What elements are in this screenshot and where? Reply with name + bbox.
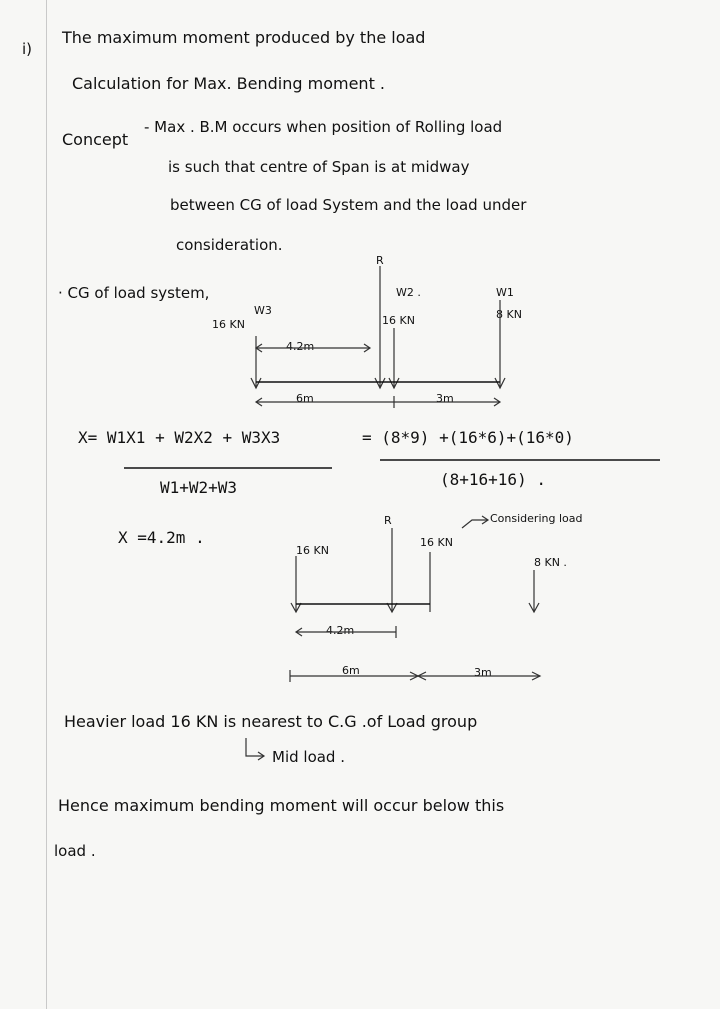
formula-denominator: W1+W2+W3: [160, 478, 238, 497]
conclusion-line-4: load .: [54, 842, 96, 860]
d2-r-label: R: [384, 514, 392, 527]
d2-mid-load: 16 KN: [420, 536, 453, 549]
conclusion-line-3: Hence maximum bending moment will occur below this: [58, 796, 505, 815]
d2-right-load: 8 KN .: [534, 556, 567, 569]
d1-r-label: R: [376, 254, 384, 267]
concept-line-3: between CG of load System and the load under: [170, 196, 527, 214]
formula-result: X =4.2m .: [118, 528, 205, 547]
formula-numerator: X= W1X1 + W2X2 + W3X3: [78, 428, 281, 447]
concept-label: Concept: [62, 130, 129, 149]
d1-dim-right: 3m: [436, 392, 454, 405]
calculation-heading: Calculation for Max. Bending moment .: [72, 74, 386, 93]
d1-dim-cg: 4.2m: [286, 340, 315, 353]
concept-line-1: - Max . B.M occurs when position of Rolling load: [144, 118, 503, 136]
d2-note: Considering load: [490, 512, 583, 525]
d2-dim-left: 6m: [342, 664, 360, 677]
d2-left-load: 16 KN: [296, 544, 329, 557]
d1-w2-label: W2 .: [396, 286, 421, 299]
formula-rhs-denominator: (8+16+16) .: [440, 470, 546, 489]
d1-w1-label: W1: [496, 286, 514, 299]
concept-line-4: consideration.: [176, 236, 283, 254]
d1-w2-value: 16 KN: [382, 314, 415, 327]
question-number: i): [22, 40, 33, 58]
d2-dim-right: 3m: [474, 666, 492, 679]
formula-rhs-numerator: = (8*9) +(16*6)+(16*0): [362, 428, 574, 447]
conclusion-line-1: Heavier load 16 KN is nearest to C.G .of Load group: [64, 712, 478, 731]
d1-dim-left: 6m: [296, 392, 314, 405]
d1-w3-label: W3: [254, 304, 272, 317]
d1-w3-value: 16 KN: [212, 318, 245, 331]
cg-heading: · CG of load system,: [58, 284, 210, 302]
mid-load-arrow: [246, 738, 264, 756]
d2-dim-cg: 4.2m: [326, 624, 355, 637]
concept-line-2: is such that centre of Span is at midway: [168, 158, 470, 176]
conclusion-line-2: Mid load .: [272, 748, 345, 766]
d1-w1-value: 8 KN: [496, 308, 522, 321]
page-title-line: The maximum moment produced by the load: [62, 28, 426, 47]
